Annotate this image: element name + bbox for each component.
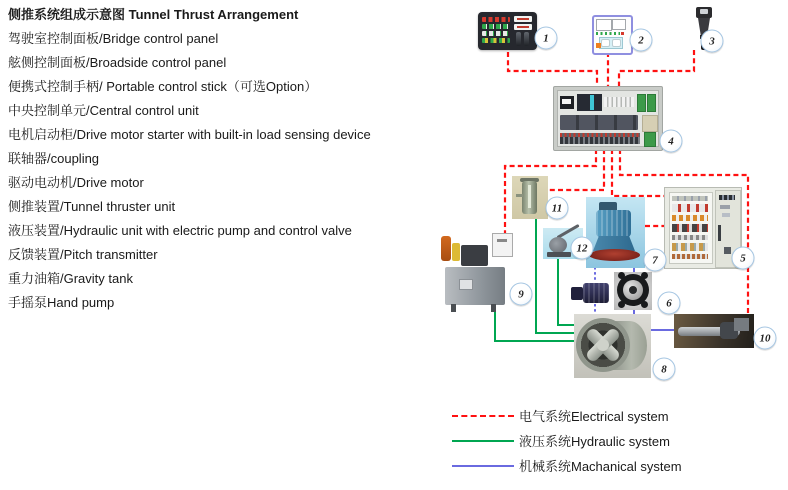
- badge-5: 5: [732, 247, 755, 270]
- unit-display: [560, 96, 574, 109]
- display-readout: [517, 26, 529, 28]
- tank-leg: [491, 304, 496, 312]
- propeller-hub: [597, 339, 609, 351]
- list-item-portable-stick: 便携式控制手柄/ Portable control stick（可选Option）: [8, 79, 318, 94]
- gravity-tank: [512, 176, 548, 219]
- legend-swatch-2: [452, 465, 514, 467]
- door-modules: [719, 195, 735, 200]
- button-row: [482, 31, 510, 36]
- indicator-lights: [596, 32, 620, 35]
- legend-label: 电气系统Electrical system: [519, 409, 669, 424]
- button-row: [482, 24, 510, 29]
- tank-label: [459, 279, 473, 290]
- box-detail: [497, 239, 507, 242]
- circuit-board: [637, 94, 646, 112]
- list-item-gravity-tank: 重力油箱/Gravity tank: [8, 271, 133, 286]
- badge-2: 2: [630, 29, 653, 52]
- panel-window: [612, 19, 626, 30]
- list-item-thruster-unit: 侧推装置/Tunnel thruster unit: [8, 199, 176, 214]
- list-item-pitch-transmitter: 反馈装置/Pitch transmitter: [8, 247, 158, 262]
- panel-display: [599, 37, 623, 49]
- list-item-central-control-unit: 中央控制单元/Central control unit: [8, 103, 199, 118]
- pipe-hydraulic-unit-to-thruster: [495, 311, 576, 341]
- legend: [452, 403, 782, 478]
- wire-stick-to-ccu: [619, 50, 694, 87]
- motor-base: [589, 249, 640, 261]
- list-item-motor-starter: 电机启动柜/Drive motor starter with built-in load sensing device: [8, 127, 371, 142]
- badge-1: 1: [535, 27, 558, 50]
- indicator-light-red: [621, 32, 624, 35]
- badge-8: 8: [653, 358, 676, 381]
- door-module: [724, 247, 731, 254]
- broadside-control-panel: [592, 15, 633, 55]
- oil-tank: [445, 267, 505, 305]
- panel-button-orange: [596, 43, 601, 48]
- panel-window: [596, 19, 612, 31]
- tank-pipe: [516, 194, 523, 197]
- list-item-hand-pump: 手摇泵Hand pump: [8, 295, 115, 310]
- hydraulic-unit: [439, 231, 513, 312]
- flange-lug: [618, 272, 625, 279]
- plc-stripe: [590, 95, 594, 110]
- wire-ccu-to-starter: [612, 149, 664, 196]
- page-title: 侧推系统组成示意图 Tunnel Thrust Arrangement: [8, 7, 299, 22]
- motor-body: [596, 210, 631, 237]
- list-item-broadside-panel: 舷侧控制面板/Broadside control panel: [8, 55, 227, 70]
- component-box: [642, 115, 658, 132]
- display-readout: [562, 99, 571, 104]
- display-window: [514, 16, 532, 22]
- breaker-row: [672, 215, 708, 221]
- plc-module: [577, 94, 602, 111]
- terminal-row: [672, 254, 708, 259]
- flange-lug: [618, 301, 625, 308]
- badge-6: 6: [658, 292, 681, 315]
- badge-9: 9: [510, 283, 533, 306]
- coupling: [614, 272, 652, 310]
- pitch-transmitter: [674, 314, 754, 348]
- list-item-drive-motor: 驱动电动机/Drive motor: [8, 175, 144, 190]
- legend-swatch-1: [452, 440, 514, 442]
- shaft-coupling: [571, 281, 610, 305]
- drive-motor-starter: [664, 187, 742, 269]
- badge-7: 7: [644, 249, 667, 272]
- breaker-row: [672, 204, 708, 212]
- coupling-hub-small: [571, 287, 583, 300]
- terminal-strip: [560, 137, 640, 144]
- badge-11: 11: [546, 197, 569, 220]
- badge-12: 12: [571, 237, 594, 260]
- filter-yellow: [452, 243, 460, 261]
- coupling-hub-large: [583, 283, 609, 303]
- pump-base: [547, 252, 571, 257]
- control-lever: [524, 32, 529, 46]
- cabinet-interior: [669, 192, 713, 264]
- pump-motor-assembly: [461, 245, 488, 266]
- tunnel-thruster-unit: [574, 314, 651, 378]
- legend-label: 液压系统Hydraulic system: [519, 434, 670, 449]
- filter-orange: [441, 236, 451, 261]
- wire-bridge-to-ccu: [508, 52, 597, 87]
- door-module: [720, 205, 730, 209]
- breaker-row: [672, 196, 708, 201]
- door-handle: [718, 225, 721, 241]
- bridge-control-panel: [478, 12, 537, 50]
- flange-lug: [641, 301, 648, 308]
- circuit-board: [644, 132, 656, 147]
- legend-swatch-0: [452, 415, 514, 417]
- legend-row-mechanical: [452, 453, 782, 478]
- legend-row-electrical: [452, 403, 782, 428]
- component-list: [8, 3, 458, 315]
- display-segment: [612, 39, 621, 47]
- control-lever: [516, 32, 521, 46]
- flange-lug: [641, 272, 648, 279]
- button-row: [482, 17, 510, 22]
- wire-ccu-to-gravity-tank: [547, 149, 604, 190]
- display-readout: [517, 18, 529, 20]
- terminal-row: [672, 235, 708, 240]
- badge-10: 10: [754, 327, 777, 350]
- contactor-row: [672, 243, 708, 251]
- badge-4: 4: [660, 130, 683, 153]
- sight-glass: [528, 185, 531, 208]
- tank-leg: [451, 304, 456, 312]
- flange-ring: [617, 274, 649, 306]
- drive-motor: [586, 197, 645, 268]
- transmitter-mount: [734, 318, 749, 331]
- circuit-board: [647, 94, 656, 112]
- badge-3: 3: [701, 30, 724, 53]
- button-row: [482, 38, 510, 43]
- central-control-unit: [553, 86, 663, 151]
- list-item-bridge-panel: 驾驶室控制面板/Bridge control panel: [8, 31, 219, 46]
- electric-box: [492, 233, 513, 257]
- legend-label: 机械系统Machanical system: [519, 459, 682, 474]
- flange-hub: [629, 286, 637, 294]
- legend-row-hydraulic: [452, 428, 782, 453]
- list-item-coupling: 联轴器/coupling: [8, 151, 100, 166]
- tunnel-ring: [576, 318, 630, 372]
- terminal-blocks: [604, 97, 634, 107]
- door-module: [722, 213, 730, 217]
- contactor-row: [672, 224, 708, 232]
- display-segment: [601, 39, 610, 47]
- pump-body: [549, 237, 567, 253]
- list-item-hydraulic-unit: 液压装置/Hydraulic unit with electric pump and control valve: [8, 223, 352, 238]
- display-window: [514, 24, 532, 30]
- relay-modules: [560, 115, 638, 130]
